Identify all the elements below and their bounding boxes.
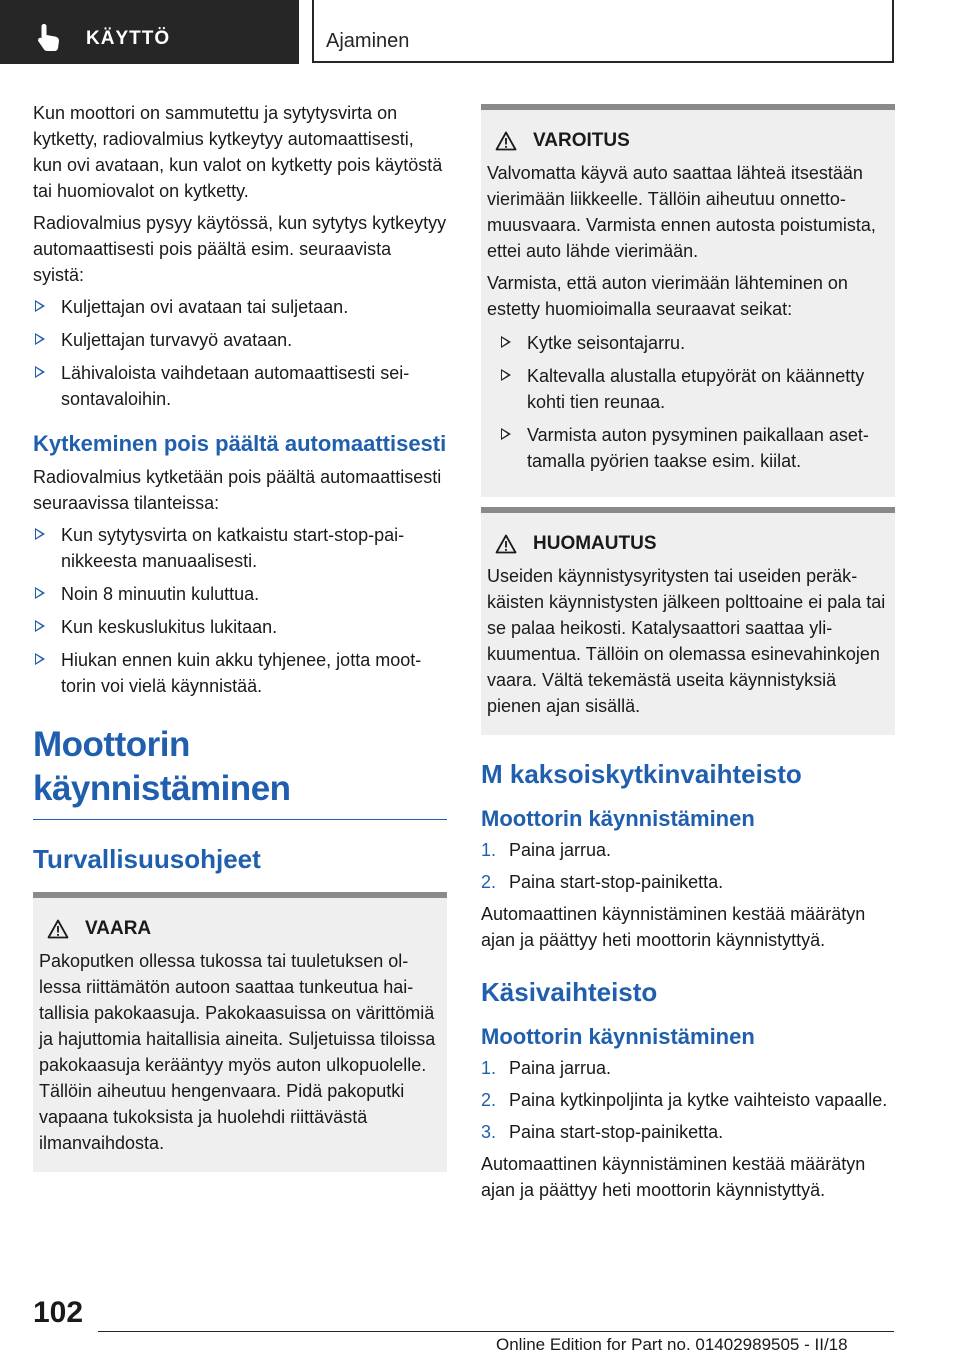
list-item: 1. Paina jarrua.: [481, 1055, 895, 1081]
triangle-bullet-icon: [35, 653, 45, 665]
pointing-hand-icon: [34, 22, 64, 52]
section-heading: M kaksoiskytkinvaihteisto: [481, 759, 802, 789]
chapter-label: KÄYTTÖ: [86, 28, 171, 49]
warning-triangle-icon: [495, 131, 517, 151]
list-item: 3. Paina start-stop-painiketta.: [481, 1119, 895, 1145]
list-item: Varmista auton pysyminen paikallaan asettamalla pyörien taakse esim. kiilat.: [499, 422, 889, 474]
numbered-list: [481, 837, 895, 895]
numbered-list: [481, 1055, 895, 1145]
warning-title: VAROITUS: [533, 130, 630, 151]
triangle-bullet-icon: [35, 620, 45, 632]
list-item: Kun sytytysvirta on katkaistu start-stop-painikkeesta manuaalisesti.: [33, 522, 447, 574]
page-number: 102: [33, 1296, 84, 1329]
footer-divider: [98, 1331, 894, 1332]
warning-box: [481, 104, 895, 497]
subsection-heading: Moottorin käynnistäminen: [481, 806, 755, 831]
list-item: Kytke seisontajarru.: [499, 330, 889, 356]
notice-box: [481, 507, 895, 735]
triangle-bullet-icon: [35, 333, 45, 345]
danger-box: [33, 892, 447, 1172]
triangle-bullet-icon: [501, 336, 511, 348]
bullet-list: [33, 294, 447, 412]
list-item: Kaltevalla alustalla etupyörät on käännetty kohti tien reunaa.: [499, 363, 889, 415]
list-item: Kuljettajan turvavyö avataan.: [33, 327, 447, 353]
warning-triangle-icon: [47, 919, 69, 939]
danger-title: VAARA: [85, 918, 152, 939]
triangle-bullet-icon: [501, 369, 511, 381]
paragraph: Automaattinen käynnistäminen kestää määrätyn ajan ja päättyy heti moottorin käynnistyttyä.: [481, 1154, 866, 1200]
step-number: 1.: [481, 840, 497, 860]
right-column: [481, 104, 895, 1203]
section-tab[interactable]: [312, 0, 894, 63]
left-column: [33, 100, 447, 1172]
list-item: Lähivaloista vaihdetaan automaattisesti seisontavaloihin.: [33, 360, 447, 412]
paragraph: Radiovalmius kytketään pois päältä automaattisesti seuraavissa tilanteissa:: [33, 467, 442, 513]
bullet-list: [33, 522, 447, 699]
triangle-bullet-icon: [501, 428, 511, 440]
triangle-bullet-icon: [35, 587, 45, 599]
step-number: 3.: [481, 1122, 497, 1142]
subsection-heading: Kytkeminen pois päältä automaattisesti: [33, 431, 447, 456]
notice-title: HUOMAUTUS: [533, 533, 657, 554]
paragraph: Kun moottori on sammutettu ja sytytysvirta on kytketty, radiovalmius kytkeytyy automaattisesti, kun ovi avataan, kun valot on kytketty pois käytöstä tai huomiovalot on kytketty.: [33, 103, 443, 201]
step-number: 2.: [481, 1090, 497, 1110]
section-heading: Moottorin käynnistäminen: [33, 723, 447, 820]
step-number: 2.: [481, 872, 497, 892]
notice-text: Useiden käynnistysyritysten tai useiden peräkkäisten käynnistysten jälkeen polttoaine ei pala tai se palaa heikosti. Katalysaattori saattaa ylikuumentua. Tällöin on olemassa esinevahinkojen vaara. Vältä tekemästä useita käynnistyksiä pienen ajan sisällä.: [487, 566, 886, 716]
paragraph: Automaattinen käynnistäminen kestää määrätyn ajan ja päättyy heti moottorin käynnistyttyä.: [481, 904, 866, 950]
triangle-bullet-icon: [35, 366, 45, 378]
list-item: Hiukan ennen kuin akku tyhjenee, jotta moottorin voi vielä käynnistää.: [33, 647, 447, 699]
list-item: Kuljettajan ovi avataan tai suljetaan.: [33, 294, 447, 320]
paragraph: Radiovalmius pysyy käytössä, kun sytytys kytkeytyy automaattisesti pois päältä esim. seuraavista syistä:: [33, 213, 447, 285]
step-number: 1.: [481, 1058, 497, 1078]
list-item: Kun keskuslukitus lukitaan.: [33, 614, 447, 640]
edition-note: Online Edition for Part no. 01402989505 - II/18: [496, 1335, 848, 1354]
list-item: 2. Paina start-stop-painiketta.: [481, 869, 895, 895]
triangle-bullet-icon: [35, 300, 45, 312]
section-label: Ajaminen: [326, 30, 410, 52]
warning-text: Valvomatta käyvä auto saattaa lähteä itsestään vierimään liikkeelle. Tällöin aiheutuu onnettomuusvaara. Varmista ennen autosta poistumista, ettei auto lähde vierimään.: [487, 163, 876, 261]
list-item: 2. Paina kytkinpoljinta ja kytke vaihteisto vapaalle.: [481, 1087, 895, 1113]
list-item: Noin 8 minuutin kuluttua.: [33, 581, 447, 607]
bullet-list: [499, 330, 889, 474]
subsection-heading: Turvallisuusohjeet: [33, 844, 261, 874]
warning-text: Varmista, että auton vierimään lähteminen on estetty huomioimalla seuraavat seikat:: [487, 273, 848, 319]
subsection-heading: Moottorin käynnistäminen: [481, 1024, 755, 1049]
chapter-tab[interactable]: [0, 0, 299, 64]
triangle-bullet-icon: [35, 528, 45, 540]
danger-text: Pakoputken ollessa tukossa tai tuuletuksen ollessa riittämätön autoon saattaa tunkeutua haitallisia pakokaasuja. Pakokaasuissa on värittömiä ja hajuttomia haitallisia aineita. Suljetuissa tiloissa pakokaasuja kerääntyy myös auton ulkopuolelle. Tällöin aiheutuu hengenvaara. Pidä pakoputki vapaana tukoksista ja huolehdi riittävästä ilmanvaihdosta.: [39, 951, 436, 1153]
section-heading: Käsivaihteisto: [481, 977, 658, 1007]
warning-triangle-icon: [495, 534, 517, 554]
list-item: 1. Paina jarrua.: [481, 837, 895, 863]
